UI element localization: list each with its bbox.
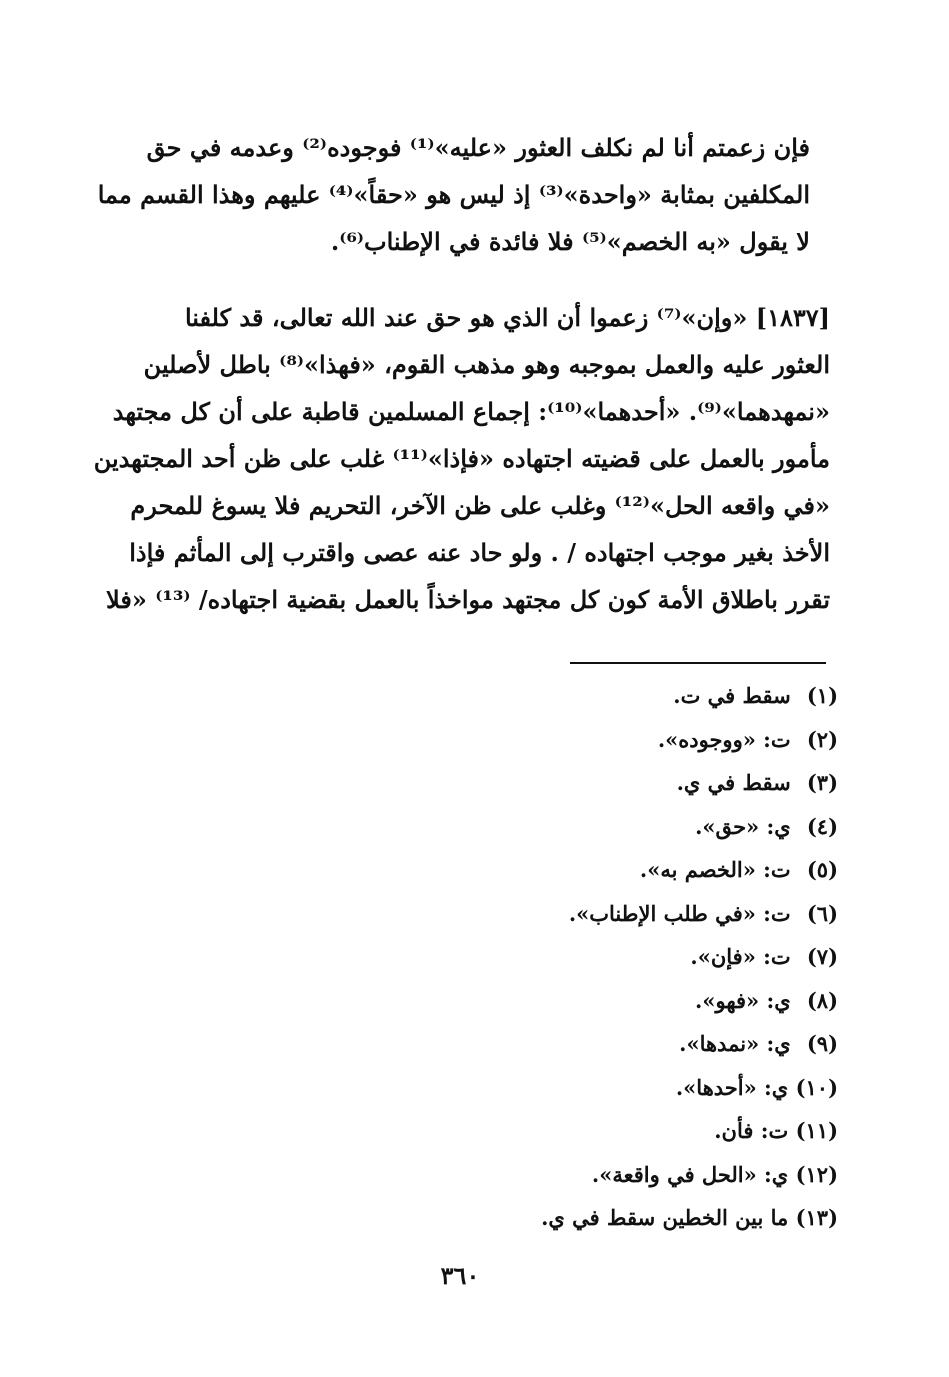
- footnote-item: [278, 1109, 838, 1153]
- text-line: المكلفين بمثابة «واحدة»⁽³⁾ إذ ليس هو «حقاً»⁽⁴⁾ عليهم وهذا القسم مما: [97, 180, 810, 209]
- page-number: ٣٦٠: [440, 1261, 480, 1290]
- text-line: فإن زعمتم أنا لم نكلف العثور «عليه»⁽¹⁾ فوجوده⁽²⁾ وعدمه في حق: [146, 133, 810, 162]
- text-line: [١٨٣٧] «وإن»⁽⁷⁾ زعموا أن الذي هو حق عند الله تعالى، قد كلفنا: [184, 303, 830, 332]
- footnote-number: (١١): [795, 1118, 838, 1143]
- paragraph-2: [80, 294, 830, 623]
- footnote-number: (٢): [806, 726, 838, 752]
- footnote-number: (١): [806, 683, 838, 708]
- footnote-text: ت: «فإن».: [690, 944, 791, 969]
- footnote-number: (٩): [806, 1031, 838, 1056]
- footnote-item: [278, 1153, 838, 1197]
- footnote-number: (٧): [806, 944, 838, 969]
- footnote-text: ت: فأن.: [714, 1118, 789, 1143]
- footnote-number: (١٣): [795, 1205, 838, 1230]
- footnote-item: [278, 979, 838, 1023]
- footnote-number: (٦): [806, 900, 838, 926]
- footnote-text: ي: «نمدها».: [679, 1031, 791, 1056]
- text-line: العثور عليه والعمل بموجبه وهو مذهب القوم، «فهذا»⁽⁸⁾ باطل لأصلين: [143, 350, 830, 379]
- footnote-text: ما بين الخطين سقط في ي.: [541, 1205, 789, 1230]
- footnote-text: سقط في ت.: [673, 683, 791, 708]
- footnote-text: ت: «ووجوده».: [657, 726, 791, 752]
- footnote-text: ي: «الحل في واقعة».: [591, 1161, 789, 1187]
- footnote-item: [278, 935, 838, 979]
- footnote-item: [278, 805, 838, 849]
- footnote-text: ي: «حق».: [695, 813, 791, 839]
- footnote-text: ي: «أحدها».: [675, 1074, 789, 1100]
- footnote-number: (٥): [806, 857, 838, 882]
- footnote-number: (١٠): [795, 1074, 838, 1100]
- paragraph-1: [80, 124, 830, 265]
- footnote-number: (٨): [806, 987, 838, 1013]
- text-line: مأمور بالعمل على قضيته اجتهاده «فإذا»⁽¹¹⁾ غلب على ظن أحد المجتهدين: [93, 444, 830, 473]
- footnote-item: [278, 1196, 838, 1240]
- footnote-text: سقط في ي.: [676, 770, 791, 795]
- footnote-item: [278, 1022, 838, 1066]
- text-line: «نمهدهما»⁽⁹⁾. «أحدهما»⁽¹⁰⁾: إجماع المسلمين قاطبة على أن كل مجتهد: [112, 397, 830, 426]
- text-line: تقرر باطلاق الأمة كون كل مجتهد مواخذاً بالعمل بقضية اجتهاده/ ⁽¹³⁾ «فلا: [106, 585, 830, 614]
- footnote-item: [278, 892, 838, 936]
- text-line: الأخذ بغير موجب اجتهاده / . ولو حاد عنه عصى واقترب إلى المأثم فإذا: [129, 538, 830, 567]
- footnote-item: [278, 1066, 838, 1110]
- footnote-item: [278, 848, 838, 892]
- footnote-number: (١٢): [795, 1161, 838, 1187]
- footnote-number: (٤): [806, 813, 838, 839]
- footnotes-list: [278, 674, 838, 1240]
- text-line: لا يقول «به الخصم»⁽⁵⁾ فلا فائدة في الإطناب⁽⁶⁾.: [330, 227, 810, 256]
- footnote-separator: [570, 662, 826, 664]
- footnote-text: ي: «فهو».: [695, 987, 791, 1013]
- footnote-text: ت: «في طلب الإطناب».: [568, 900, 791, 926]
- footnote-item: [278, 674, 838, 718]
- footnote-item: [278, 761, 838, 805]
- footnote-item: [278, 718, 838, 762]
- text-line: «في واقعه الحل»⁽¹²⁾ وغلب على ظن الآخر، التحريم فلا يسوغ للمحرم: [130, 491, 830, 520]
- footnote-text: ت: «الخصم به».: [639, 857, 791, 882]
- footnote-number: (٣): [806, 770, 838, 795]
